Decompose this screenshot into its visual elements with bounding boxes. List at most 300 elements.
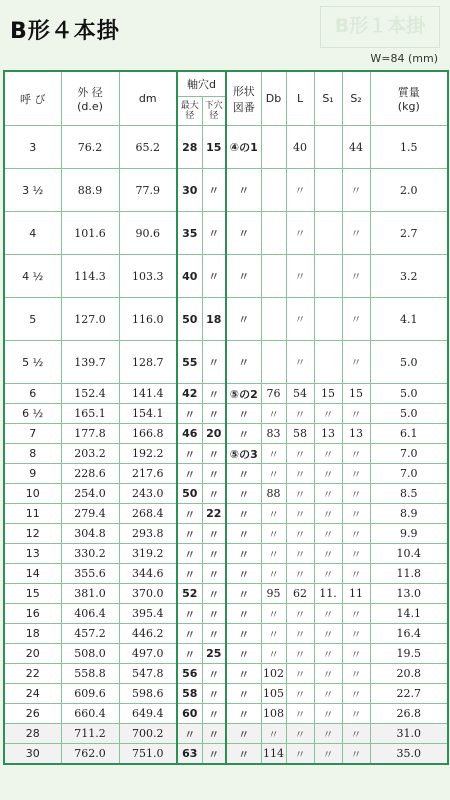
cell-l: 40 [286,126,314,169]
cell-s1: 〃 [314,444,342,464]
cell-od: 114.3 [61,255,119,298]
col-header-name: 呼 び [4,71,61,126]
cell-db: 95 [261,584,286,604]
cell-dm: 344.6 [119,564,177,584]
cell-shape: 〃 [226,404,261,424]
cell-mass: 3.2 [370,255,448,298]
cell-s2: 〃 [342,664,370,684]
cell-name: 14 [4,564,61,584]
cell-bmin: 〃 [202,664,226,684]
cell-od: 304.8 [61,524,119,544]
col-header-dm: dm [119,71,177,126]
cell-l: 〃 [286,504,314,524]
cell-db: 83 [261,424,286,444]
cell-bmax: 〃 [177,624,202,644]
cell-s1: 〃 [314,644,342,664]
cell-s1 [314,169,342,212]
cell-s1 [314,212,342,255]
cell-mass: 22.7 [370,684,448,704]
cell-od: 406.4 [61,604,119,624]
cell-s1: 15 [314,384,342,404]
cell-db: 〃 [261,624,286,644]
table-row [4,664,448,684]
cell-s1 [314,341,342,384]
cell-od: 76.2 [61,126,119,169]
cell-dm: 497.0 [119,644,177,664]
cell-l: 〃 [286,255,314,298]
cell-name: 26 [4,704,61,724]
cell-mass: 5.0 [370,404,448,424]
cell-dm: 395.4 [119,604,177,624]
cell-shape: 〃 [226,584,261,604]
cell-mass: 7.0 [370,464,448,484]
cell-l: 58 [286,424,314,444]
cell-db: 〃 [261,444,286,464]
cell-bmin: 〃 [202,464,226,484]
cell-mass: 20.8 [370,664,448,684]
cell-s1 [314,255,342,298]
cell-l: 〃 [286,484,314,504]
cell-s1: 〃 [314,624,342,644]
cell-bmax: 50 [177,298,202,341]
cell-s2: 〃 [342,255,370,298]
table-row [4,604,448,624]
cell-s2: 〃 [342,524,370,544]
col-header-s1: S₁ [314,71,342,126]
cell-shape: 〃 [226,624,261,644]
cell-l: 〃 [286,744,314,765]
cell-dm: 649.4 [119,704,177,724]
cell-l: 〃 [286,724,314,744]
cell-mass: 13.0 [370,584,448,604]
cell-l: 〃 [286,298,314,341]
cell-bmax: 30 [177,169,202,212]
cell-name: 13 [4,544,61,564]
cell-dm: 293.8 [119,524,177,544]
cell-bmax: 35 [177,212,202,255]
cell-l: 〃 [286,404,314,424]
cell-od: 355.6 [61,564,119,584]
cell-bmin: 〃 [202,684,226,704]
cell-l: 54 [286,384,314,404]
cell-mass: 31.0 [370,724,448,744]
cell-bmin: 〃 [202,564,226,584]
cell-s2: 〃 [342,298,370,341]
table-row [4,424,448,444]
cell-bmin: 〃 [202,341,226,384]
cell-l: 〃 [286,704,314,724]
cell-od: 508.0 [61,644,119,664]
cell-od: 279.4 [61,504,119,524]
cell-bmax: 〃 [177,724,202,744]
cell-shape: 〃 [226,664,261,684]
cell-mass: 5.0 [370,341,448,384]
cell-s2: 〃 [342,684,370,704]
cell-bmax: 〃 [177,524,202,544]
cell-bmin: 〃 [202,404,226,424]
col-header-shape: 形状 図番 [226,71,261,126]
cell-bmax: 〃 [177,544,202,564]
cell-bmin: 15 [202,126,226,169]
cell-db [261,169,286,212]
cell-shape: ④の1 [226,126,261,169]
cell-db [261,255,286,298]
cell-db [261,298,286,341]
cell-s2: 〃 [342,444,370,464]
cell-name: 3 [4,126,61,169]
cell-name: 30 [4,744,61,765]
table-row [4,644,448,664]
cell-s1 [314,126,342,169]
col-header-db: Db [261,71,286,126]
cell-bmax: 46 [177,424,202,444]
cell-od: 88.9 [61,169,119,212]
cell-shape: 〃 [226,424,261,444]
cell-od: 609.6 [61,684,119,704]
cell-bmin: 18 [202,298,226,341]
width-spec: W=84 (mm) [370,52,438,65]
cell-name: 7 [4,424,61,444]
table-row [4,484,448,504]
cell-name: 4 ½ [4,255,61,298]
cell-s1: 〃 [314,744,342,765]
cell-dm: 446.2 [119,624,177,644]
cell-dm: 128.7 [119,341,177,384]
cell-s1: 〃 [314,464,342,484]
cell-s2: 〃 [342,744,370,765]
cell-dm: 141.4 [119,384,177,404]
cell-l: 〃 [286,524,314,544]
table-row [4,544,448,564]
cell-mass: 2.0 [370,169,448,212]
table-row [4,504,448,524]
cell-s1: 13 [314,424,342,444]
cell-name: 3 ½ [4,169,61,212]
cell-bmin: 25 [202,644,226,664]
cell-name: 6 [4,384,61,404]
cell-s2: 13 [342,424,370,444]
cell-od: 139.7 [61,341,119,384]
cell-bmax: 〃 [177,644,202,664]
cell-s2: 〃 [342,484,370,504]
cell-dm: 598.6 [119,684,177,704]
cell-bmin: 〃 [202,624,226,644]
cell-s1: 〃 [314,544,342,564]
cell-l: 62 [286,584,314,604]
cell-od: 660.4 [61,704,119,724]
cell-l: 〃 [286,664,314,684]
table-row [4,298,448,341]
cell-s2: 15 [342,384,370,404]
cell-db: 〃 [261,564,286,584]
table-row [4,744,448,765]
col-header-bore-min: 下穴径 [202,97,226,126]
cell-dm: 751.0 [119,744,177,765]
cell-bmin: 〃 [202,484,226,504]
cell-od: 330.2 [61,544,119,564]
cell-bmin: 〃 [202,724,226,744]
table-row [4,704,448,724]
cell-s2: 11 [342,584,370,604]
cell-s2: 〃 [342,564,370,584]
cell-mass: 9.9 [370,524,448,544]
cell-bmax: 40 [177,255,202,298]
cell-dm: 90.6 [119,212,177,255]
cell-shape: 〃 [226,255,261,298]
cell-name: 10 [4,484,61,504]
cell-dm: 268.4 [119,504,177,524]
cell-mass: 5.0 [370,384,448,404]
cell-l: 〃 [286,564,314,584]
cell-bmin: 〃 [202,524,226,544]
cell-bmax: 42 [177,384,202,404]
cell-shape: 〃 [226,464,261,484]
col-header-s2: S₂ [342,71,370,126]
cell-bmax: 〃 [177,564,202,584]
cell-bmin: 〃 [202,744,226,765]
cell-s1: 〃 [314,604,342,624]
cell-s2: 〃 [342,341,370,384]
cell-shape: 〃 [226,644,261,664]
cell-dm: 319.2 [119,544,177,564]
cell-mass: 35.0 [370,744,448,765]
cell-bmin: 〃 [202,255,226,298]
cell-name: 5 ½ [4,341,61,384]
col-header-l: L [286,71,314,126]
cell-s1: 11. [314,584,342,604]
cell-bmin: 〃 [202,544,226,564]
cell-db: 76 [261,384,286,404]
cell-bmax: 50 [177,484,202,504]
cell-shape: 〃 [226,724,261,744]
cell-mass: 8.9 [370,504,448,524]
cell-name: 22 [4,664,61,684]
cell-bmax: 63 [177,744,202,765]
cell-s2: 〃 [342,404,370,424]
cell-mass: 1.5 [370,126,448,169]
cell-db [261,341,286,384]
cell-bmin: 〃 [202,604,226,624]
cell-name: 9 [4,464,61,484]
cell-shape: 〃 [226,684,261,704]
cell-s2: 44 [342,126,370,169]
table-row [4,684,448,704]
cell-mass: 7.0 [370,444,448,464]
cell-shape: 〃 [226,341,261,384]
cell-shape: 〃 [226,298,261,341]
cell-od: 711.2 [61,724,119,744]
cell-l: 〃 [286,644,314,664]
cell-s1: 〃 [314,704,342,724]
cell-db: 〃 [261,504,286,524]
cell-dm: 166.8 [119,424,177,444]
col-header-bore: 軸穴d [177,71,226,97]
cell-mass: 2.7 [370,212,448,255]
cell-mass: 14.1 [370,604,448,624]
cell-name: 8 [4,444,61,464]
cell-shape: 〃 [226,564,261,584]
col-header-od: 外 径 (d.e) [61,71,119,126]
cell-bmax: 〃 [177,604,202,624]
cell-dm: 700.2 [119,724,177,744]
cell-s1: 〃 [314,524,342,544]
cell-mass: 16.4 [370,624,448,644]
cell-s1: 〃 [314,504,342,524]
cell-dm: 77.9 [119,169,177,212]
cell-db: 〃 [261,524,286,544]
cell-name: 12 [4,524,61,544]
table-row [4,212,448,255]
cell-bmin: 〃 [202,444,226,464]
table-row [4,126,448,169]
cell-dm: 154.1 [119,404,177,424]
cell-l: 〃 [286,604,314,624]
cell-name: 4 [4,212,61,255]
cell-s1: 〃 [314,684,342,704]
cell-shape: 〃 [226,704,261,724]
cell-mass: 10.4 [370,544,448,564]
cell-dm: 103.3 [119,255,177,298]
cell-s2: 〃 [342,169,370,212]
table-row [4,169,448,212]
cell-dm: 547.8 [119,664,177,684]
cell-s1: 〃 [314,404,342,424]
table-row [4,464,448,484]
cell-s2: 〃 [342,624,370,644]
cell-name: 11 [4,504,61,524]
cell-bmax: 〃 [177,504,202,524]
table-row [4,255,448,298]
spec-table [3,70,449,765]
page-title: B形４本掛 [10,19,120,44]
cell-name: 28 [4,724,61,744]
cell-l: 〃 [286,464,314,484]
cell-shape: 〃 [226,604,261,624]
cell-db: 〃 [261,544,286,564]
spec-table-body [4,126,448,765]
cell-l: 〃 [286,444,314,464]
cell-s1: 〃 [314,724,342,744]
cell-bmax: 58 [177,684,202,704]
cell-name: 15 [4,584,61,604]
cell-od: 457.2 [61,624,119,644]
cell-l: 〃 [286,684,314,704]
cell-shape: ⑤の2 [226,384,261,404]
table-row [4,724,448,744]
cell-shape: 〃 [226,169,261,212]
cell-od: 228.6 [61,464,119,484]
cell-db: 〃 [261,644,286,664]
cell-shape: 〃 [226,212,261,255]
cell-shape: 〃 [226,484,261,504]
cell-od: 127.0 [61,298,119,341]
cell-db: 88 [261,484,286,504]
cell-dm: 370.0 [119,584,177,604]
cell-name: 6 ½ [4,404,61,424]
table-row [4,564,448,584]
cell-shape: ⑤の3 [226,444,261,464]
table-row [4,444,448,464]
cell-db [261,212,286,255]
table-row [4,584,448,604]
cell-bmax: 〃 [177,444,202,464]
cell-s1 [314,298,342,341]
cell-dm: 192.2 [119,444,177,464]
col-header-bore-max: 最大径 [177,97,202,126]
cell-s2: 〃 [342,544,370,564]
cell-s2: 〃 [342,644,370,664]
col-header-mass: 質量 (kg) [370,71,448,126]
ghost-title: B形１本掛 [320,6,440,48]
cell-mass: 11.8 [370,564,448,584]
cell-l: 〃 [286,341,314,384]
cell-dm: 65.2 [119,126,177,169]
cell-od: 762.0 [61,744,119,765]
cell-bmax: 28 [177,126,202,169]
table-row [4,624,448,644]
cell-od: 381.0 [61,584,119,604]
cell-bmax: 60 [177,704,202,724]
cell-l: 〃 [286,212,314,255]
cell-od: 165.1 [61,404,119,424]
cell-db: 114 [261,744,286,765]
cell-od: 177.8 [61,424,119,444]
cell-l: 〃 [286,624,314,644]
cell-l: 〃 [286,544,314,564]
cell-dm: 116.0 [119,298,177,341]
cell-s2: 〃 [342,504,370,524]
cell-bmin: 20 [202,424,226,444]
cell-bmax: 〃 [177,404,202,424]
cell-dm: 217.6 [119,464,177,484]
cell-name: 5 [4,298,61,341]
cell-db: 〃 [261,464,286,484]
cell-bmax: 〃 [177,464,202,484]
table-row [4,404,448,424]
table-row [4,524,448,544]
cell-mass: 4.1 [370,298,448,341]
cell-bmin: 〃 [202,212,226,255]
cell-db: 〃 [261,724,286,744]
cell-bmin: 〃 [202,384,226,404]
cell-db: 〃 [261,404,286,424]
cell-bmin: 〃 [202,704,226,724]
cell-shape: 〃 [226,544,261,564]
cell-s2: 〃 [342,724,370,744]
cell-db: 108 [261,704,286,724]
cell-s1: 〃 [314,664,342,684]
cell-s2: 〃 [342,464,370,484]
cell-shape: 〃 [226,504,261,524]
cell-name: 20 [4,644,61,664]
cell-mass: 6.1 [370,424,448,444]
cell-od: 203.2 [61,444,119,464]
cell-name: 16 [4,604,61,624]
cell-s2: 〃 [342,704,370,724]
cell-s1: 〃 [314,564,342,584]
cell-bmax: 55 [177,341,202,384]
cell-db: 105 [261,684,286,704]
cell-s1: 〃 [314,484,342,504]
cell-s2: 〃 [342,212,370,255]
cell-od: 101.6 [61,212,119,255]
cell-dm: 243.0 [119,484,177,504]
cell-db: 〃 [261,604,286,624]
cell-db [261,126,286,169]
cell-od: 558.8 [61,664,119,684]
cell-mass: 19.5 [370,644,448,664]
cell-name: 24 [4,684,61,704]
